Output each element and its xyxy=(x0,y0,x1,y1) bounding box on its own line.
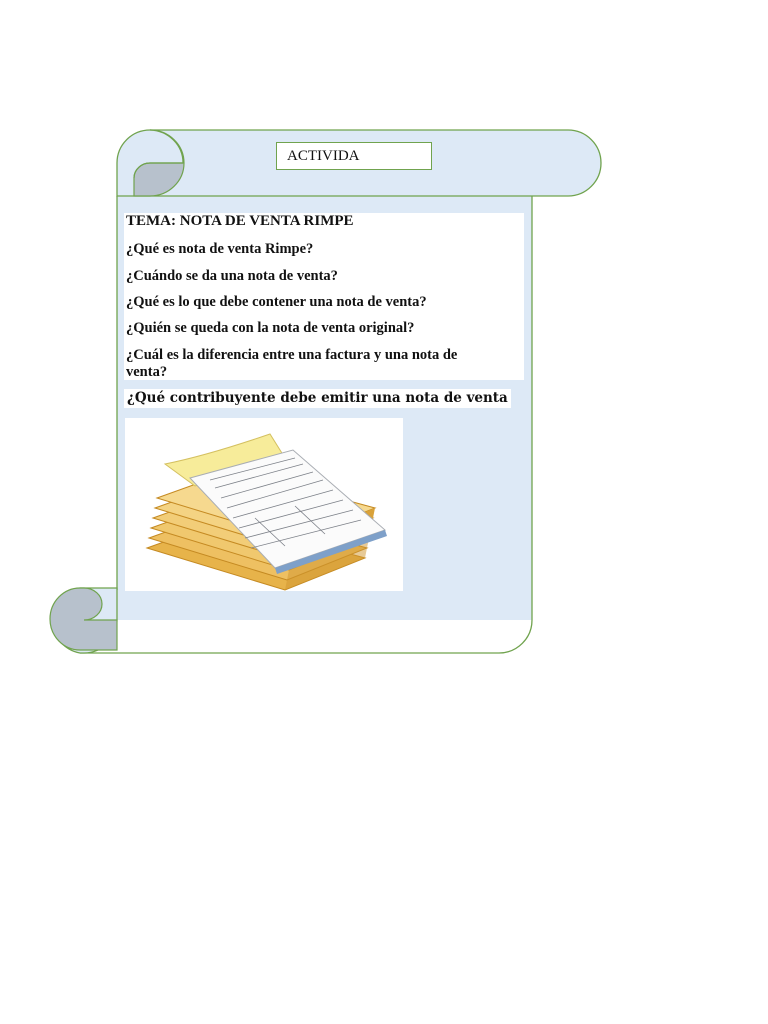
question-4: ¿Quién se queda con la nota de venta original? xyxy=(126,320,415,336)
question-3: ¿Qué es lo que debe contener una nota de venta? xyxy=(126,294,427,310)
question-5-line-1: ¿Cuál es la diferencia entre una factura y una nota de xyxy=(126,347,458,363)
receipt-books-image xyxy=(125,418,403,591)
activity-label-box xyxy=(276,142,432,170)
activity-label: ACTIVIDA xyxy=(287,148,360,164)
question-5-line-2: venta? xyxy=(126,364,168,380)
question-1: ¿Qué es nota de venta Rimpe? xyxy=(126,241,314,257)
question-2: ¿Cuándo se da una nota de venta? xyxy=(126,268,338,284)
question-6: ¿Qué contribuyente debe emitir una nota de venta xyxy=(124,389,511,408)
topic-heading: TEMA: NOTA DE VENTA RIMPE xyxy=(126,213,354,229)
